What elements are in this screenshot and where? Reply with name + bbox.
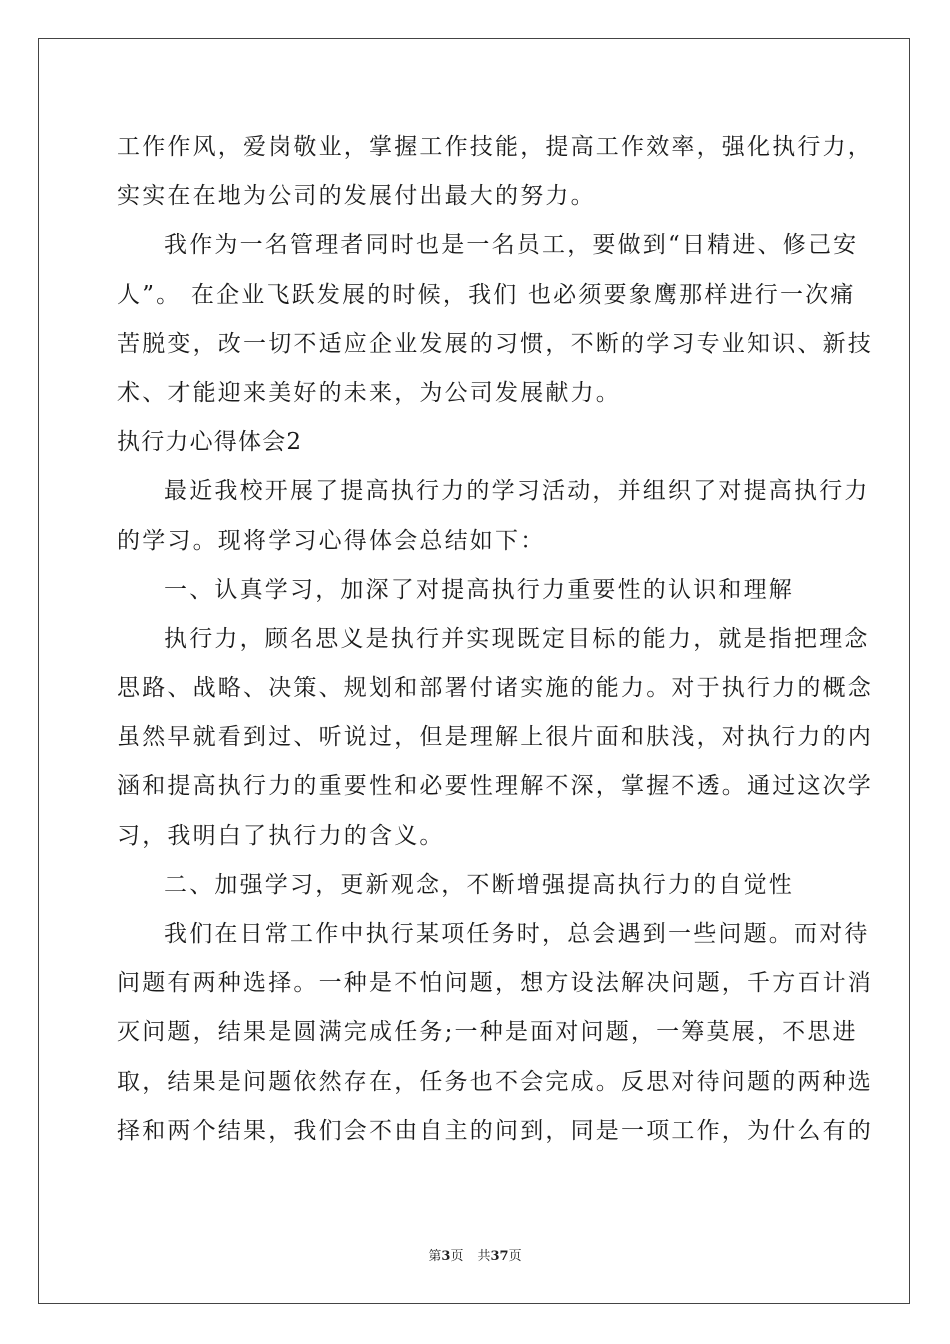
page-footer xyxy=(0,1248,950,1266)
body-line: 术、才能迎来美好的未来，为公司发展献力。 xyxy=(117,379,621,406)
body-line: 工作作风，爱岗敬业，掌握工作技能，提高工作效率，强化执行力， xyxy=(117,134,873,160)
body-line: 虽然早就看到过、听说过，但是理解上很片面和肤浅，对执行力的内 xyxy=(117,724,873,751)
paragraph-start: 执行力，顾名思义是执行并实现既定目标的能力，就是指把理念 xyxy=(164,625,870,652)
body-line: 择和两个结果，我们会不由自主的问到，同是一项工作，为什么有的 xyxy=(117,1117,873,1144)
total-suffix: 页 xyxy=(508,1249,522,1264)
paragraph-start: 我们在日常工作中执行某项任务时，总会遇到一些问题。而对待 xyxy=(164,921,870,947)
section-title: 执行力心得体会2 xyxy=(117,429,303,456)
body-line: 取，结果是问题依然存在，任务也不会完成。反思对待问题的两种选 xyxy=(117,1068,873,1095)
page-number: 3 xyxy=(441,1249,451,1264)
body-line: 灭问题，结果是圆满完成任务;一种是面对问题，一筹莫展，不思进 xyxy=(117,1019,858,1046)
body-line: 实实在在地为公司的发展付出最大的努力。 xyxy=(117,183,596,210)
body-line: 的学习。现将学习心得体会总结如下： xyxy=(117,527,546,554)
paragraph-start: 我作为一名管理者同时也是一名员工，要做到“日精进、修己安 xyxy=(164,232,859,259)
document-body xyxy=(117,123,873,1156)
subheading: 二、加强学习，更新观念，不断增强提高执行力的自觉性 xyxy=(164,871,794,898)
total-prefix: 共 xyxy=(477,1249,491,1264)
body-line: 人”。 在企业飞跃发展的时候，我们 也必须要象鹰那样进行一次痛 xyxy=(117,281,856,308)
total-pages: 37 xyxy=(490,1249,509,1264)
body-line: 苦脱变，改一切不适应企业发展的习惯，不断的学习专业知识、新技 xyxy=(117,330,873,357)
body-line: 问题有两种选择。一种是不怕问题，想方设法解决问题，千方百计消 xyxy=(117,970,873,997)
body-line: 涵和提高执行力的重要性和必要性理解不深，掌握不透。通过这次学 xyxy=(117,773,873,800)
page-suffix: 页 xyxy=(450,1249,464,1264)
page-prefix: 第 xyxy=(428,1249,442,1264)
body-line: 思路、战略、决策、规划和部署付诸实施的能力。对于执行力的概念 xyxy=(117,675,873,702)
paragraph-start: 最近我校开展了提高执行力的学习活动，并组织了对提高执行力 xyxy=(164,478,870,505)
body-line: 习，我明白了执行力的含义。 xyxy=(117,822,445,849)
subheading: 一、认真学习，加深了对提高执行力重要性的认识和理解 xyxy=(164,576,794,603)
